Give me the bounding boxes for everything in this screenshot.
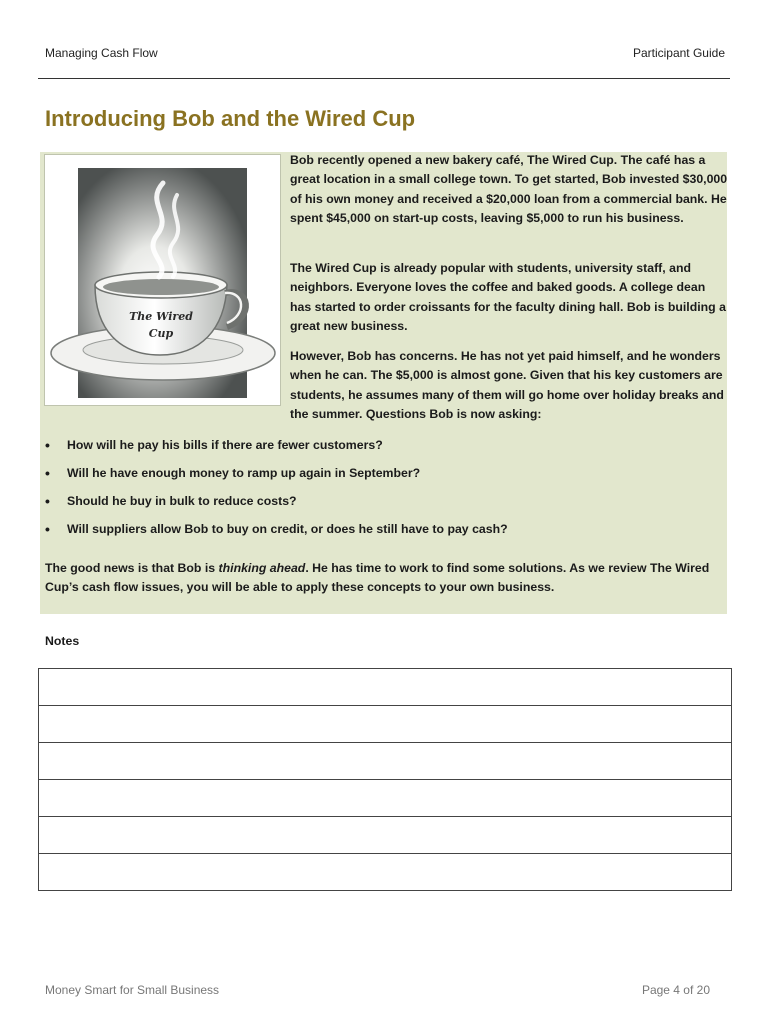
cup-label-line2: Cup (148, 327, 174, 340)
story-paragraph-1: Bob recently opened a new bakery café, The Wired Cup. The café has a great location in a small college town. To get started, Bob invested $30,000 of his own money and received a $20,000 loan from a commercial bank. He spent $45,000 on start-up costs, leaving $5,000 to run his business. (290, 153, 728, 225)
notes-line[interactable] (39, 817, 732, 854)
coffee-cup-illustration (44, 154, 281, 406)
emphasis-text: thinking ahead (218, 561, 306, 575)
list-item: • Will suppliers allow Bob to buy on credit, or does he still have to pay cash? (45, 521, 508, 537)
bullet-icon: • (45, 521, 50, 537)
cup-label-line1: The Wired (129, 310, 193, 323)
list-item: • Will he have enough money to ramp up again in September? (45, 465, 421, 481)
question-list (45, 436, 508, 548)
bullet-icon: • (45, 465, 50, 481)
notes-line[interactable] (39, 743, 732, 780)
good-news-paragraph: The good news is that Bob is thinking ahead. He has time to work to find some solutions. As we review The Wired Cup’s cash flow issues, you will be able to apply these concepts to your own business. (45, 561, 710, 595)
story-paragraph-2: The Wired Cup is already popular with students, university staff, and neighbors. Everyone loves the coffee and baked goods. A college dean has started to order croissants for the faculty dining hall. Bob is building a great new business. (290, 261, 726, 333)
story-paragraph-3: However, Bob has concerns. He has not yet paid himself, and he wonders when he can. The $5,000 is almost gone. Given that his key customers are students, he assumes many of them will go home over holiday breaks and the summer. Questions Bob is now asking: (290, 349, 724, 421)
header-divider (38, 78, 730, 79)
coffee-cup-image (45, 155, 280, 405)
notes-line[interactable] (39, 706, 732, 743)
bullet-icon: • (45, 493, 50, 509)
notes-line[interactable] (39, 780, 732, 817)
list-item: • Should he buy in bulk to reduce costs? (45, 493, 297, 509)
page-title: Introducing Bob and the Wired Cup (45, 106, 416, 131)
list-item: • How will he pay his bills if there are fewer customers? (45, 437, 383, 453)
notes-line[interactable] (39, 854, 732, 891)
notes-line[interactable] (39, 669, 732, 706)
notes-label: Notes (45, 634, 80, 648)
page-number: Page 4 of 20 (641, 983, 710, 997)
header-left: Managing Cash Flow (45, 46, 158, 60)
notes-table (38, 668, 732, 891)
header-right: Participant Guide (632, 46, 725, 60)
footer-left: Money Smart for Small Business (45, 983, 220, 997)
bullet-icon: • (45, 437, 50, 453)
